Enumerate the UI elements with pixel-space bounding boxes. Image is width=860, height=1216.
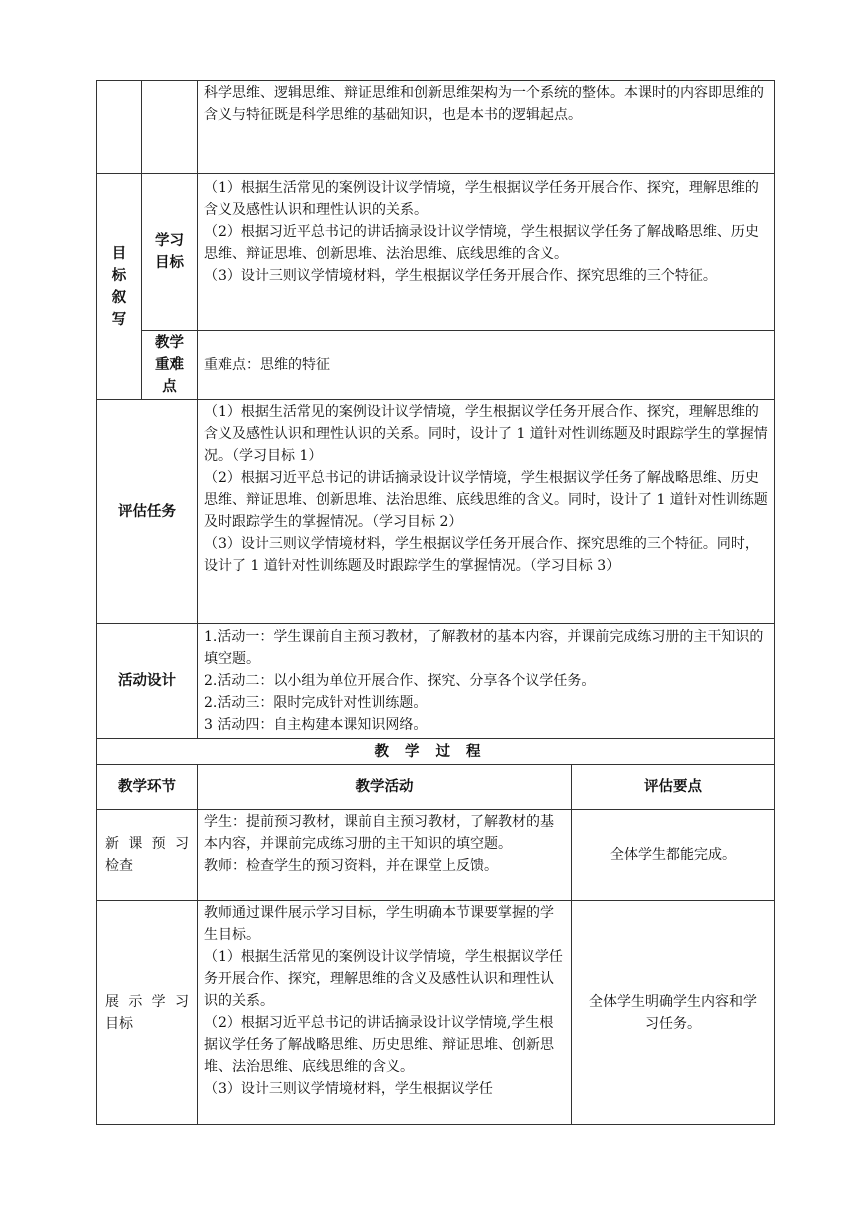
assessment-item: （2）根据习近平总书记的讲话摘录设计议学情境，学生根据议学任务了解战略思维、历史思维、辩证思堆、创新思堆、法治思维、底线思维的含义。同时，设计了 1 道针对性训练题及时跟踪学生的掌握情况。（学习目标 2） <box>204 470 768 530</box>
stage-name-line2: 检查 <box>105 858 133 874</box>
learning-goal-item: （3）设计三则议学情境材料，学生根据议学任务开展合作、探究思维的三个特征。 <box>204 268 717 284</box>
difficulty-content <box>198 331 775 400</box>
process-activity-text: （3）设计三则议学情境材料，学生根据议学任 <box>204 1081 493 1097</box>
intro-row <box>97 81 775 174</box>
process-activity-text: 教师：检查学生的预习资料，并在课堂上反馈。 <box>204 858 498 874</box>
learning-goal-item: （2）根据习近平总书记的讲话摘录设计议学情境，学生根据议学任务了解战略思维、历史思维、辩证思堆、创新思堆、法治思维、底线思维的含义。 <box>204 224 759 262</box>
process-header-row <box>97 765 775 810</box>
assessment-row <box>97 400 775 624</box>
process-activity-text: （2）根据习近平总书记的讲话摘录设计议学情境,学生根据议学任务了解战略思维、历史思维、辩证思堆、创新思堆、法治思维、底线思维的含义。 <box>204 1015 554 1075</box>
activity-item: 2.活动二：以小组为单位开展合作、探究、分享各个议学任务。 <box>204 673 596 689</box>
header-stage: 教学环节 <box>97 765 198 810</box>
intro-text: 科学思维、逻辑思维、辩证思维和创新思维架构为一个系统的整体。本课时的内容即思维的含义与特征既是科学思维的基础知识，也是本书的逻辑起点。 <box>204 85 764 123</box>
intro-side-cell <box>97 81 142 174</box>
process-row <box>97 810 775 901</box>
difficulty-row <box>97 331 775 400</box>
process-stage-cell <box>97 901 198 1125</box>
activities-label: 活动设计 <box>97 624 198 739</box>
intro-label-cell <box>142 81 198 174</box>
process-activity-text: （1）根据生活常见的案例设计议学情境，学生根据议学任务开展合作、探究，理解思维的含义及感性认识和理性认识的关系。 <box>204 949 563 1009</box>
intro-text-cell <box>198 81 775 174</box>
process-stage-cell <box>97 810 198 901</box>
assessment-label: 评估任务 <box>97 400 198 624</box>
assessment-item: （3）设计三则议学情境材料，学生根据议学任务开展合作、探究思维的三个特征。同时，设计了 1 道针对性训练题及时跟踪学生的掌握情况。（学习目标 3） <box>204 536 759 574</box>
stage-name-line1: 新课预习 <box>105 836 189 852</box>
learning-goals-content <box>198 174 775 331</box>
process-assessment-cell: 全体学生明确学生内容和学习任务。 <box>572 901 775 1125</box>
learning-goals-label: 学习 目标 <box>142 174 198 331</box>
activity-item: 2.活动三：限时完成针对性训练题。 <box>204 695 428 711</box>
stage-name-line2: 目标 <box>105 1015 133 1032</box>
activity-item: 3 活动四：自主构建本课知识网络。 <box>204 717 428 733</box>
process-activity-cell <box>198 810 572 901</box>
process-title-row <box>97 739 775 765</box>
process-assessment-cell: 全体学生都能完成。 <box>572 810 775 901</box>
stage-name-line1: 展示学习 <box>105 993 189 1010</box>
assessment-item: （1）根据生活常见的案例设计议学情境，学生根据议学任务开展合作、探究，理解思维的含义及感性认识和理性认识的关系。同时，设计了 1 道针对性训练题及时跟踪学生的掌握情况。（学习目标 1） <box>204 404 768 464</box>
header-activity: 教学活动 <box>198 765 572 810</box>
process-activity-text: 学生：提前预习教材，课前自主预习教材，了解教材的基本内容，并课前完成练习册的主干知识的填空题。 <box>204 814 554 852</box>
activities-row <box>97 624 775 739</box>
process-title: 教学过程 <box>97 739 775 765</box>
learning-goal-item: （1）根据生活常见的案例设计议学情境，学生根据议学任务开展合作、探究，理解思维的含义及感性认识和理性认识的关系。 <box>204 180 759 218</box>
learning-goals-row <box>97 174 775 331</box>
activities-content <box>198 624 775 739</box>
assessment-content <box>198 400 775 624</box>
process-activity-cell <box>198 901 572 1125</box>
goals-side-label: 目 标 叙 写 <box>97 174 142 400</box>
difficulty-label: 教学 重难 点 <box>142 331 198 400</box>
lesson-plan-table <box>96 80 775 1125</box>
header-assessment: 评估要点 <box>572 765 775 810</box>
process-activity-text: 教师通过课件展示学习目标，学生明确本节课要掌握的学生目标。 <box>204 905 554 943</box>
process-row <box>97 901 775 1125</box>
activity-item: 1.活动一：学生课前自主预习教材，了解教材的基本内容，并课前完成练习册的主干知识的填空题。 <box>204 629 764 667</box>
lesson-plan-page <box>96 80 774 1125</box>
difficulty-text: 重难点：思维的特征 <box>204 356 330 373</box>
